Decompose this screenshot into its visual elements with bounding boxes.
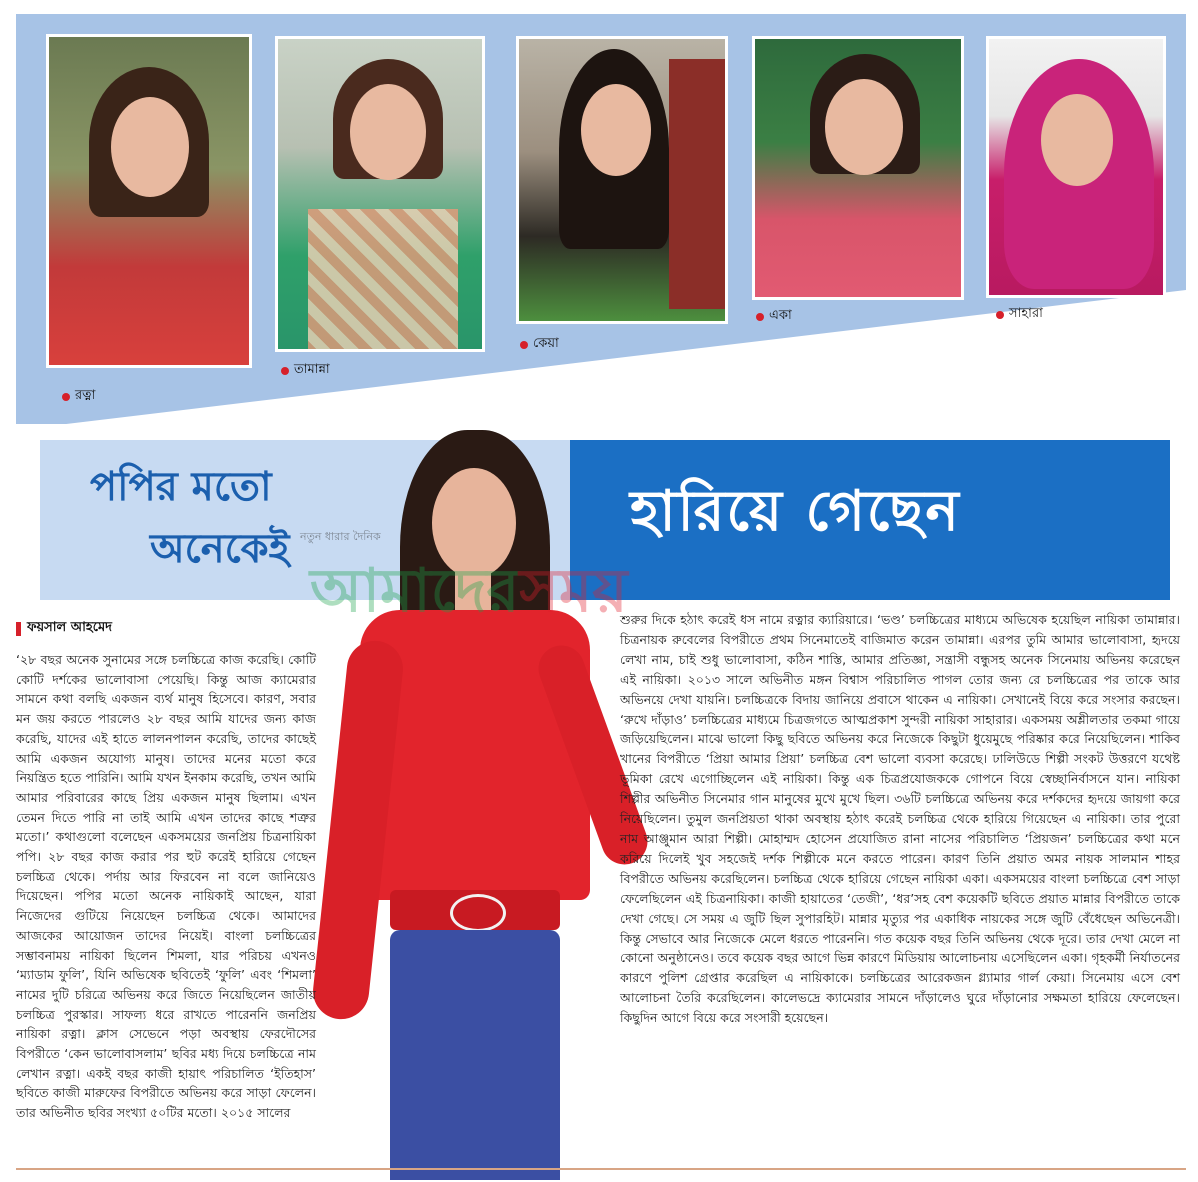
caption-keya: কেয়া <box>520 334 559 355</box>
headline-left <box>90 456 289 580</box>
photo-tamanna <box>275 36 485 352</box>
article-text-left: ‘২৮ বছর অনেক সুনামের সঙ্গে চলচ্চিত্রে কাজ করেছি। কোটি কোটি দর্শকের ভালোবাসা পেয়েছি। কিন্তু আজ ক্যামেরার সামনে কথা বলছি একজন ব্যর্থ মানুষ হিসেবে। কারণ, সবার মন জয় করতে পারলেও ২৮ বছর আমি যাদের জন্য কাজ করেছি, যাদের এই হাতে লালনপালন করেছি, তাদের কাছেই আমি একজন অযোগ্য মানুষ। তাদের মনের মতো করে নিয়ন্ত্রিত হতে পারিনি। আমি যখন ইনকাম করেছি, তখন আমি আমার পরিবারের কাছে প্রিয় একজন মানুষ ছিলাম। এখন তেমন দিতে পারি না তাই আমি এখন তাদের কাছে শত্রুর মতো।’ কথাগুলো বলেছেন একসময়ের জনপ্রিয় চিত্রনায়িকা পপি। ২৮ বছর কাজ করার পর হুট করেই হারিয়ে গেছেন চলচ্চিত্র থেকে। পর্দায় আর ফিরবেন না বলে জানিয়েও দিয়েছেন। পপির মতো অনেক নায়িকাই আছেন, যারা নিজেদের গুটিয়ে নিয়েছেন চলচ্চিত্র থেকে। আমাদের আজকের আয়োজন তাদের নিয়েই। বাংলা চলচ্চিত্রের সম্ভাবনাময় নায়িকা ছিলেন শিমলা, যার পরিচয় এখনও ‘ম্যাডাম ফুলি’, যিনি অভিষেক ছবিতেই ‘ফুলি’ এবং ‘শিমলা’ নামের দুটি চরিত্রে অভিনয় করে জিতে নিয়েছিলেন জাতীয় চলচ্চিত্র পুরস্কার। সাফল্য ধরে রাখতে পারেননি জনপ্রিয় নায়িকা রত্না। ক্লাস সেভেনে পড়া অবস্থায় ফেরদৌসের বিপরীতে ‘কেন ভালোবাসলাম’ ছবির মধ্য দিয়ে চলচ্চিত্রে নাম লেখান রত্না। একই বছর কাজী হায়াৎ পরিচালিত ‘ইতিহাস’ ছবিতে কাজী মারুফের বিপরীতে অভিনয় করে সাড়া ফেলেন। তার অভিনীত ছবির সংখ্যা ৫০টির মতো। ২০১৫ সালের <box>16 652 316 1121</box>
headline-right: হারিয়ে গেছেন <box>630 478 961 544</box>
photo-sahara <box>986 36 1166 298</box>
caption-dot <box>62 393 70 401</box>
photo-band <box>0 0 1198 440</box>
photo-ratna <box>46 34 252 368</box>
headline-line1: পপির মতো <box>90 463 272 510</box>
photo-eka <box>752 36 964 300</box>
caption-ratna: রত্না <box>62 386 95 407</box>
caption-dot <box>520 341 528 349</box>
headline-line2: অনেকেই <box>150 525 290 572</box>
caption-dot <box>756 313 764 321</box>
caption-tamanna: তামান্না <box>281 360 330 381</box>
caption-dot <box>281 367 289 375</box>
watermark-logo: আমাদেরসময় <box>310 556 628 626</box>
caption-eka: একা <box>756 306 792 327</box>
byline: ফয়সাল আহমেদ <box>16 618 112 639</box>
article-column-right <box>620 610 1180 1028</box>
bottom-rule <box>16 1168 1186 1170</box>
article-column-left <box>16 650 316 1123</box>
caption-sahara: সাহারা <box>996 304 1043 325</box>
photo-keya <box>516 36 728 324</box>
caption-dot <box>996 311 1004 319</box>
article-text-right: শুরুর দিকে হঠাৎ করেই ধস নামে রত্নার ক্যারিয়ারে। ‘ভণ্ড’ চলচ্চিত্রের মাধ্যমে অভিষেক হয়েছিল নায়িকা তামান্নার। চিত্রনায়ক রুবেলের বিপরীতে প্রথম সিনেমাতেই বাজিমাত করেন তামান্না। এরপর তুমি আমার ভালোবাসা, হৃদয়ে লেখা নাম, চাই শুধু ভালোবাসা, কঠিন শাস্তি, আমার প্রতিজ্ঞা, সন্ত্রাসী বন্ধুসহ অনেক সিনেমায় অভিনয় করেছেন এই নায়িকা। ২০১৩ সালে অভিনীত মঙ্গন বিশ্বাস পরিচালিত পাগল তোর জন্য রে চলচ্চিত্রের পর তাকে আর অভিনয়ে দেখা যায়নি। চলচ্চিত্রকে বিদায় জানিয়ে প্রবাসে থাকেন এ নায়িকা। সেখানেই বিয়ে করে সংসার করছেন। ‘রুখে দাঁড়াও’ চলচ্চিত্রের মাধ্যমে চিত্রজগতে আত্মপ্রকাশ সুন্দরী নায়িকা সাহারার। একসময় অশ্লীলতার তকমা গায়ে জড়িয়েছিলেন। মাঝে ভালো কিছু ছবিতে অভিনয় করে নিজেকে কিছুটা ধুয়েমুছে পরিষ্কার করে নিয়েছিলেন। শাকিব খানের বিপরীতে ‘প্রিয়া আমার প্রিয়া’ চলচ্চিত্র বেশ ভালো ব্যবসা করেছে। ঢালিউডে শিল্পী সংকট উত্তরণে যথেষ্ট ভূমিকা রেখে এগোচ্ছিলেন এই নায়িকা। কিন্তু এক চিত্রপ্রযোজককে গোপনে বিয়ে স্বেচ্ছানির্বাসনে যান। নায়িকা শিল্পীর অভিনীত সিনেমার গান মানুষের মুখে মুখে ছিল। ৩৬টি চলচ্চিত্রে অভিনয় করে দর্শকদের হৃদয়ে জায়গা করে নিয়েছিলেন। তুমুল জনপ্রিয়তা থাকা অবস্থায় হঠাৎ করেই চলচ্চিত্র থেকে হারিয়ে গিয়েছেন এ নায়িকা। তার পুরো নাম আঞ্জুমান আরা শিল্পী। মোহাম্মদ হোসেন প্রযোজিত রানা নাসের পরিচালিত ‘প্রিয়জন’ চলচ্চিত্রের কথা মনে করিয়ে দিলেই খুব সহজেই দর্শক শিল্পীকে মনে করতে পারেন। কারণ তিনি প্রয়াত অমর নায়ক সালমান শাহর বিপরীতে অভিনয় করেছিলেন। চলচ্চিত্র থেকে হারিয়ে গেছেন নায়িকা একা। একসময়ের বাংলা চলচ্চিত্রে বেশ সাড়া ফেলেছিলেন এই চিত্রনায়িকা। কাজী হায়াতের ‘তেজী’, ‘ধর’সহ বেশ কয়েকটি ছবিতে প্রয়াত মান্নার বিপরীতে তাকে দেখা গেছে। সে সময় এ জুটি ছিল সুপারহিট। মান্নার মৃত্যুর পর একাধিক নায়কের সঙ্গে জুটি বেঁধেছেন অভিনেত্রী। কিন্তু সেভাবে আর নিজেকে মেলে ধরতে পারেননি। গত কয়েক বছর তিনি অভিনয় থেকে দূরে। তার দেখা মেলে না কোনো অনুষ্ঠানেও। তবে কয়েক বছর আগে ভিন্ন কারণে মিডিয়ায় আলোচনায় এসেছিলেন একা। গৃহকর্মী নির্যাতনের কারণে পুলিশ গ্রেপ্তার করেছিল এ নায়িকাকে। চলচ্চিত্রের আরেকজন গ্ল্যামার গার্ল কেয়া। সিনেমায় এসে বেশ আলোচনা তৈরি করেছিলেন। কালেভদ্রে ক্যামেরার সামনে দাঁড়ালেও ঘুরে দাঁড়ানোর সক্ষমতা হারিয়ে ফেলেছেন। কিছুদিন আগে বিয়ে করে সংসারী হয়েছেন। <box>620 612 1180 1026</box>
byline-marker <box>16 622 21 636</box>
watermark-tagline: নতুন ধারার দৈনিক <box>300 530 381 543</box>
